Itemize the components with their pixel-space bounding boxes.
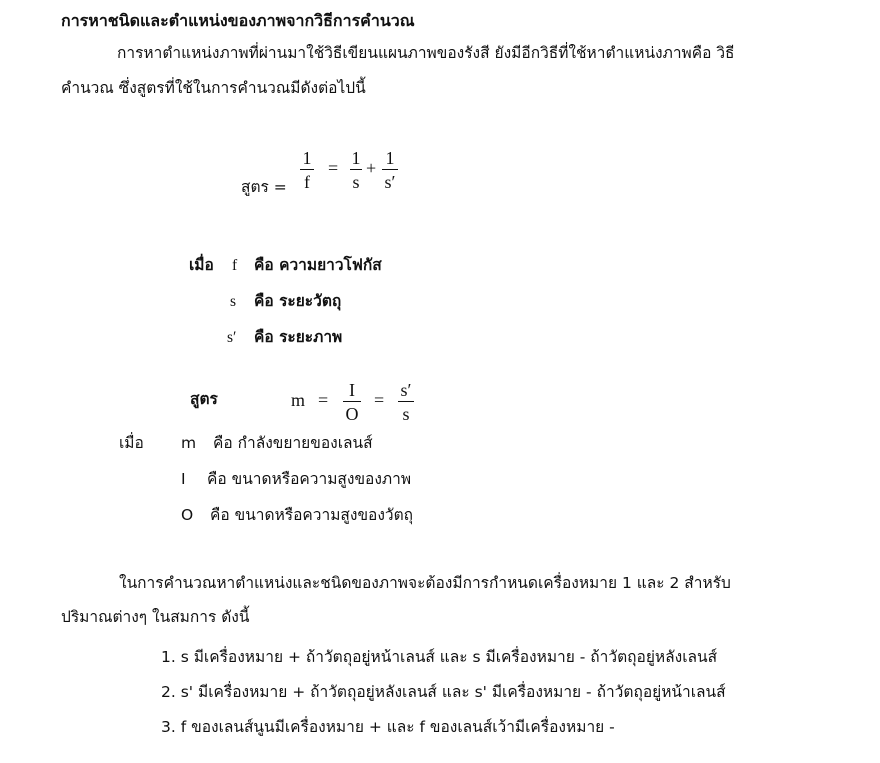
section-heading: การหาชนิดและตำแหน่งของภาพจากวิธีการคำนวณ [61, 11, 415, 30]
numerator: 1 [302, 148, 312, 168]
fraction-i-over-o [343, 380, 361, 424]
symbol-s-prime: s′ [227, 329, 237, 346]
equals-sign: = [328, 158, 339, 178]
fraction-1-over-s-prime [382, 148, 398, 192]
numerator: 1 [385, 148, 395, 168]
fraction-s-prime-over-s [398, 380, 414, 424]
fraction-1-over-s [350, 148, 362, 192]
definition-o: คือ ขนาดหรือความสูงของวัตถุ [210, 506, 414, 524]
denominator: s [352, 172, 360, 192]
symbol-m: m [181, 434, 197, 452]
plus-sign: + [366, 158, 377, 178]
symbol-o: O [181, 506, 194, 524]
when-label: เมื่อ [119, 434, 144, 452]
denominator: s [402, 404, 410, 424]
para2-line-1: ในการคำนวณหาตำแหน่งและชนิดของภาพจะต้องมีการกำหนดเครื่องหมาย 1 และ 2 สำหรับ [119, 574, 731, 592]
formula-label: สูตร = [241, 178, 287, 196]
denominator: f [304, 172, 310, 192]
denominator: O [345, 404, 359, 424]
numerator: 1 [351, 148, 361, 168]
list-item: 3. f ของเลนส์นูนมีเครื่องหมาย + และ f ของเลนส์เว้ามีเครื่องหมาย - [161, 718, 615, 736]
symbol-f: f [232, 257, 238, 274]
formula-label: สูตร [190, 390, 218, 408]
fraction-1-over-f [300, 148, 314, 192]
definition-m: คือ กำลังขยายของเลนส์ [213, 434, 373, 452]
symbol-i: I [181, 470, 186, 488]
list-item: 1. s มีเครื่องหมาย + ถ้าวัตถุอยู่หน้าเลนส์ และ s มีเครื่องหมาย - ถ้าวัตถุอยู่หลังเลนส์ [161, 648, 718, 666]
intro-line-2: คำนวณ ซึ่งสูตรที่ใช้ในการคำนวณมีดังต่อไปนี้ [61, 79, 366, 97]
when-label: เมื่อ [189, 256, 214, 274]
numerator: I [349, 380, 355, 400]
list-item: 2. s' มีเครื่องหมาย + ถ้าวัตถุอยู่หลังเลนส์ และ s' มีเครื่องหมาย - ถ้าวัตถุอยู่หน้าเลนส์ [161, 683, 726, 701]
equals-sign-2: = [374, 390, 385, 410]
para2-line-2: ปริมาณต่างๆ ในสมการ ดังนี้ [61, 608, 250, 626]
magnification-symbol: m [291, 390, 306, 410]
denominator: s′ [384, 172, 396, 192]
definition-s-prime: คือ ระยะภาพ [254, 328, 343, 346]
definition-s: คือ ระยะวัตถุ [254, 292, 342, 310]
intro-line-1: การหาตำแหน่งภาพที่ผ่านมาใช้วิธีเขียนแผนภาพของรังสี ยังมีอีกวิธีที่ใช้หาตำแหน่งภาพคือ วิธี [117, 44, 735, 62]
symbol-s: s [230, 293, 237, 310]
numerator: s′ [400, 380, 412, 400]
definition-f: คือ ความยาวโฟกัส [254, 256, 382, 274]
equals-sign: = [318, 390, 329, 410]
definition-i: คือ ขนาดหรือความสูงของภาพ [207, 470, 412, 488]
